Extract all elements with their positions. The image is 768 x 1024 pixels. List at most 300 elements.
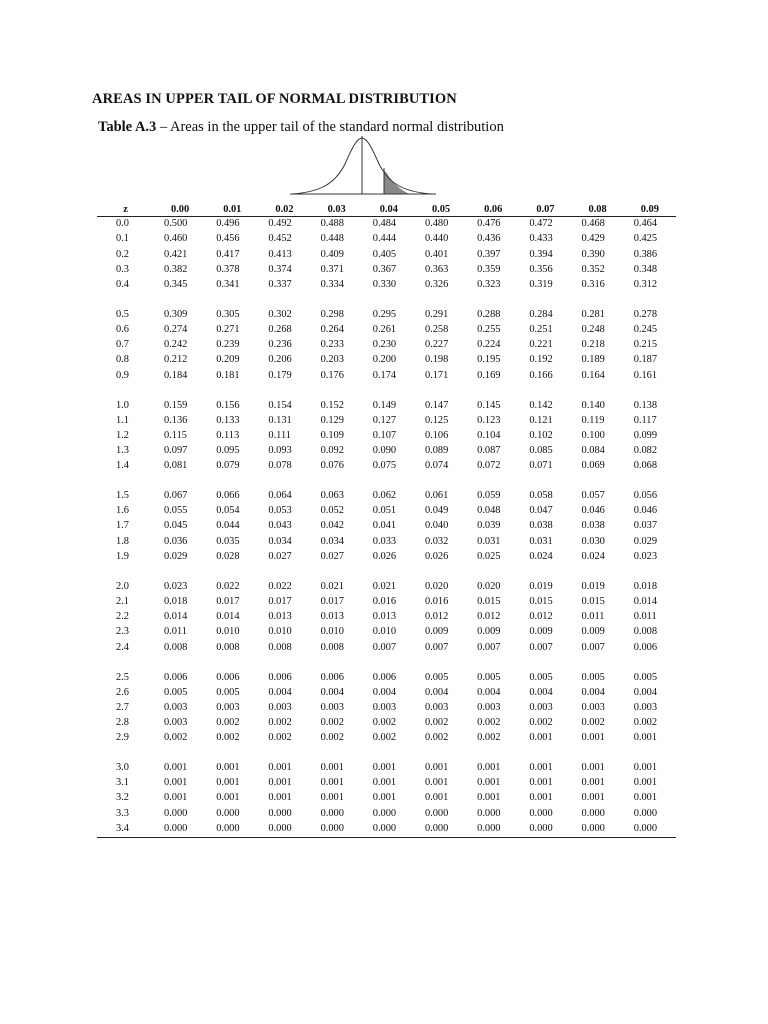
area-value-cell: 0.002 (320, 716, 344, 728)
group-spacer-row (97, 565, 676, 580)
area-value-cell: 0.002 (216, 716, 240, 728)
area-value-cell: 0.017 (320, 595, 344, 607)
area-value-cell: 0.045 (164, 520, 188, 532)
z-value-cell: 3.0 (116, 762, 129, 774)
group-spacer-row (97, 293, 676, 308)
table-body (97, 217, 676, 838)
z-value-cell: 2.7 (116, 701, 129, 713)
area-value-cell: 0.002 (424, 732, 449, 744)
area-value-cell: 0.298 (320, 308, 344, 320)
area-value-cell: 0.004 (268, 686, 292, 698)
area-value-cell: 0.268 (268, 324, 292, 336)
z-value-cell: 1.1 (116, 414, 129, 426)
area-value-cell: 0.052 (320, 505, 344, 517)
area-value-cell: 0.145 (477, 399, 501, 411)
area-value-cell: 0.164 (581, 369, 605, 381)
area-value-cell: 0.149 (372, 399, 397, 411)
area-value-cell: 0.089 (424, 445, 449, 457)
area-value-cell: 0.000 (216, 807, 240, 819)
area-value-cell: 0.007 (529, 641, 553, 653)
group-spacer-cell (97, 565, 676, 580)
z-value-cell: 0.0 (116, 218, 129, 230)
table-row (97, 247, 676, 262)
area-value-cell: 0.001 (268, 777, 292, 789)
z-value-cell: 2.1 (116, 595, 129, 607)
area-value-cell: 0.255 (477, 324, 501, 336)
column-header: 0.03 (327, 204, 346, 215)
area-value-cell: 0.001 (164, 777, 188, 789)
area-value-cell: 0.278 (633, 308, 658, 320)
area-value-cell: 0.330 (372, 278, 397, 290)
area-value-cell: 0.000 (633, 807, 658, 819)
area-value-cell: 0.085 (529, 445, 553, 457)
area-value-cell: 0.001 (581, 762, 605, 774)
z-value-cell: 0.4 (116, 278, 129, 290)
normal-curve-illustration (290, 134, 440, 198)
area-value-cell: 0.500 (164, 218, 188, 230)
area-value-cell: 0.440 (424, 233, 449, 245)
area-value-cell: 0.425 (633, 233, 658, 245)
column-header: 0.02 (275, 204, 294, 215)
area-value-cell: 0.309 (164, 308, 188, 320)
area-value-cell: 0.006 (216, 671, 240, 683)
area-value-cell: 0.001 (477, 762, 501, 774)
area-value-cell: 0.069 (581, 460, 605, 472)
area-value-cell: 0.129 (320, 414, 344, 426)
area-value-cell: 0.087 (477, 445, 501, 457)
area-value-cell: 0.001 (581, 777, 605, 789)
table-row (97, 278, 676, 293)
area-value-cell: 0.002 (529, 716, 553, 728)
table-row (97, 232, 676, 247)
area-value-cell: 0.064 (268, 490, 292, 502)
area-value-cell: 0.251 (529, 324, 553, 336)
area-value-cell: 0.023 (633, 550, 658, 562)
table-row (97, 504, 676, 519)
area-value-cell: 0.031 (477, 535, 501, 547)
area-value-cell: 0.010 (268, 626, 292, 638)
table-row (97, 459, 676, 474)
area-value-cell: 0.000 (268, 807, 292, 819)
z-value-cell: 1.9 (116, 550, 129, 562)
z-value-cell: 0.5 (116, 308, 129, 320)
area-value-cell: 0.007 (372, 641, 397, 653)
area-value-cell: 0.024 (529, 550, 553, 562)
area-value-cell: 0.008 (633, 626, 658, 638)
area-value-cell: 0.011 (164, 626, 187, 638)
table-row (97, 640, 676, 655)
table-row (97, 519, 676, 534)
area-value-cell: 0.001 (477, 792, 501, 804)
area-value-cell: 0.005 (529, 671, 553, 683)
area-value-cell: 0.245 (633, 324, 658, 336)
area-value-cell: 0.104 (477, 429, 501, 441)
area-value-cell: 0.123 (477, 414, 501, 426)
area-value-cell: 0.488 (320, 218, 344, 230)
area-value-cell: 0.000 (424, 807, 449, 819)
area-value-cell: 0.029 (164, 550, 188, 562)
area-value-cell: 0.002 (477, 716, 501, 728)
area-value-cell: 0.013 (320, 611, 344, 623)
area-value-cell: 0.002 (477, 732, 501, 744)
area-value-cell: 0.371 (320, 263, 344, 275)
area-value-cell: 0.001 (581, 732, 605, 744)
table-row (97, 489, 676, 504)
area-value-cell: 0.049 (424, 505, 449, 517)
area-value-cell: 0.198 (424, 354, 449, 366)
area-value-cell: 0.012 (477, 611, 501, 623)
area-value-cell: 0.000 (320, 807, 344, 819)
z-value-cell: 2.0 (116, 580, 129, 592)
area-value-cell: 0.003 (372, 701, 397, 713)
area-value-cell: 0.444 (372, 233, 397, 245)
area-value-cell: 0.192 (529, 354, 553, 366)
area-value-cell: 0.106 (424, 429, 449, 441)
area-value-cell: 0.025 (477, 550, 501, 562)
normal-distribution-table (97, 204, 676, 838)
area-value-cell: 0.004 (372, 686, 397, 698)
area-value-cell: 0.015 (477, 595, 501, 607)
area-value-cell: 0.359 (477, 263, 501, 275)
area-value-cell: 0.034 (268, 535, 292, 547)
area-value-cell: 0.169 (477, 369, 501, 381)
area-value-cell: 0.067 (164, 490, 188, 502)
z-value-cell: 0.1 (116, 233, 129, 245)
area-value-cell: 0.001 (633, 732, 658, 744)
area-value-cell: 0.005 (164, 686, 188, 698)
table-row (97, 716, 676, 731)
area-value-cell: 0.312 (633, 278, 658, 290)
area-value-cell: 0.001 (529, 792, 553, 804)
area-value-cell: 0.068 (633, 460, 658, 472)
table-row (97, 580, 676, 595)
area-value-cell: 0.004 (477, 686, 501, 698)
area-value-cell: 0.136 (164, 414, 188, 426)
area-value-cell: 0.053 (268, 505, 292, 517)
z-value-cell: 2.2 (116, 611, 129, 623)
area-value-cell: 0.020 (477, 580, 501, 592)
area-value-cell: 0.071 (529, 460, 553, 472)
area-value-cell: 0.230 (372, 339, 397, 351)
area-value-cell: 0.021 (372, 580, 397, 592)
table-row (97, 731, 676, 746)
area-value-cell: 0.004 (529, 686, 553, 698)
area-value-cell: 0.184 (164, 369, 188, 381)
group-spacer-row (97, 656, 676, 671)
table-row (97, 822, 676, 838)
area-value-cell: 0.261 (372, 324, 397, 336)
area-value-cell: 0.009 (581, 626, 605, 638)
area-value-cell: 0.004 (320, 686, 344, 698)
area-value-cell: 0.001 (633, 792, 658, 804)
area-value-cell: 0.092 (320, 445, 344, 457)
area-value-cell: 0.063 (320, 490, 344, 502)
z-value-cell: 1.4 (116, 460, 129, 472)
area-value-cell: 0.002 (372, 716, 397, 728)
area-value-cell: 0.464 (633, 218, 658, 230)
area-value-cell: 0.058 (529, 490, 553, 502)
area-value-cell: 0.472 (529, 218, 553, 230)
area-value-cell: 0.212 (164, 354, 188, 366)
area-value-cell: 0.102 (529, 429, 553, 441)
table-row (97, 550, 676, 565)
area-value-cell: 0.075 (372, 460, 397, 472)
area-value-cell: 0.189 (581, 354, 605, 366)
z-value-cell: 0.6 (116, 324, 129, 336)
area-value-cell: 0.152 (320, 399, 344, 411)
area-value-cell: 0.097 (164, 445, 188, 457)
area-value-cell: 0.000 (529, 822, 553, 834)
area-value-cell: 0.016 (372, 595, 397, 607)
area-value-cell: 0.026 (424, 550, 449, 562)
area-value-cell: 0.001 (320, 762, 344, 774)
area-value-cell: 0.006 (633, 641, 658, 653)
area-value-cell: 0.001 (424, 792, 449, 804)
area-value-cell: 0.394 (529, 248, 553, 260)
area-value-cell: 0.131 (268, 414, 292, 426)
table-row (97, 791, 676, 806)
area-value-cell: 0.009 (424, 626, 449, 638)
area-value-cell: 0.181 (216, 369, 240, 381)
area-value-cell: 0.001 (268, 792, 292, 804)
area-value-cell: 0.026 (372, 550, 397, 562)
z-value-cell: 1.0 (116, 399, 129, 411)
area-value-cell: 0.002 (372, 732, 397, 744)
area-value-cell: 0.233 (320, 339, 344, 351)
table-row (97, 595, 676, 610)
area-value-cell: 0.066 (216, 490, 240, 502)
z-value-cell: 2.5 (116, 671, 129, 683)
area-value-cell: 0.014 (164, 611, 188, 623)
area-value-cell: 0.008 (320, 641, 344, 653)
area-value-cell: 0.027 (320, 550, 344, 562)
z-value-cell: 2.8 (116, 716, 129, 728)
area-value-cell: 0.000 (424, 822, 449, 834)
area-value-cell: 0.005 (216, 686, 240, 698)
area-value-cell: 0.008 (164, 641, 188, 653)
area-value-cell: 0.111 (268, 429, 291, 441)
area-value-cell: 0.378 (216, 263, 240, 275)
area-value-cell: 0.011 (633, 611, 657, 623)
z-value-cell: 2.6 (116, 686, 129, 698)
column-header: 0.00 (171, 204, 190, 215)
area-value-cell: 0.005 (424, 671, 449, 683)
area-value-cell: 0.002 (164, 732, 188, 744)
table-row (97, 413, 676, 428)
table-caption-label: Table A.3 (98, 119, 157, 135)
area-value-cell: 0.034 (320, 535, 344, 547)
group-spacer-cell (97, 656, 676, 671)
area-value-cell: 0.001 (633, 777, 658, 789)
area-value-cell: 0.099 (633, 429, 658, 441)
area-value-cell: 0.002 (424, 716, 449, 728)
z-value-cell: 1.6 (116, 505, 129, 517)
area-value-cell: 0.001 (424, 777, 449, 789)
area-value-cell: 0.024 (581, 550, 605, 562)
area-value-cell: 0.042 (320, 520, 344, 532)
area-value-cell: 0.456 (216, 233, 240, 245)
area-value-cell: 0.206 (268, 354, 292, 366)
area-value-cell: 0.166 (529, 369, 553, 381)
table-row (97, 761, 676, 776)
upper-tail-shaded-area (384, 170, 410, 194)
area-value-cell: 0.337 (268, 278, 292, 290)
z-value-cell: 2.9 (116, 732, 129, 744)
z-value-cell: 3.1 (116, 777, 129, 789)
area-value-cell: 0.003 (216, 701, 240, 713)
column-header: 0.04 (379, 204, 398, 215)
area-value-cell: 0.195 (477, 354, 501, 366)
area-value-cell: 0.001 (477, 777, 501, 789)
area-value-cell: 0.001 (216, 762, 240, 774)
area-value-cell: 0.001 (529, 732, 553, 744)
area-value-cell: 0.006 (320, 671, 344, 683)
area-value-cell: 0.000 (529, 807, 553, 819)
group-spacer-row (97, 474, 676, 489)
area-value-cell: 0.036 (164, 535, 188, 547)
area-value-cell: 0.044 (216, 520, 240, 532)
area-value-cell: 0.452 (268, 233, 292, 245)
area-value-cell: 0.005 (477, 671, 501, 683)
area-value-cell: 0.203 (320, 354, 344, 366)
area-value-cell: 0.007 (424, 641, 449, 653)
area-value-cell: 0.014 (633, 595, 658, 607)
area-value-cell: 0.000 (164, 807, 188, 819)
area-value-cell: 0.028 (216, 550, 240, 562)
area-value-cell: 0.051 (372, 505, 397, 517)
area-value-cell: 0.007 (477, 641, 501, 653)
area-value-cell: 0.001 (633, 762, 658, 774)
area-value-cell: 0.015 (529, 595, 553, 607)
area-value-cell: 0.035 (216, 535, 240, 547)
area-value-cell: 0.000 (372, 807, 397, 819)
area-value-cell: 0.334 (320, 278, 344, 290)
area-value-cell: 0.001 (164, 762, 188, 774)
area-value-cell: 0.363 (424, 263, 449, 275)
area-value-cell: 0.496 (216, 218, 240, 230)
area-value-cell: 0.107 (372, 429, 397, 441)
area-value-cell: 0.020 (424, 580, 449, 592)
area-value-cell: 0.010 (320, 626, 344, 638)
area-value-cell: 0.003 (477, 701, 501, 713)
area-value-cell: 0.367 (372, 263, 397, 275)
area-value-cell: 0.281 (581, 308, 605, 320)
area-value-cell: 0.061 (424, 490, 449, 502)
area-value-cell: 0.113 (216, 429, 240, 441)
area-value-cell: 0.019 (581, 580, 605, 592)
area-value-cell: 0.076 (320, 460, 344, 472)
area-value-cell: 0.295 (372, 308, 397, 320)
area-value-cell: 0.003 (424, 701, 449, 713)
area-value-cell: 0.326 (424, 278, 449, 290)
area-value-cell: 0.018 (164, 595, 188, 607)
table-row (97, 263, 676, 278)
area-value-cell: 0.037 (633, 520, 658, 532)
area-value-cell: 0.039 (477, 520, 501, 532)
area-value-cell: 0.348 (633, 263, 658, 275)
area-value-cell: 0.000 (320, 822, 344, 834)
area-value-cell: 0.059 (477, 490, 501, 502)
area-value-cell: 0.390 (581, 248, 605, 260)
area-value-cell: 0.010 (216, 626, 240, 638)
area-value-cell: 0.476 (477, 218, 501, 230)
table-row (97, 217, 676, 233)
area-value-cell: 0.033 (372, 535, 397, 547)
area-value-cell: 0.413 (268, 248, 292, 260)
area-value-cell: 0.004 (581, 686, 605, 698)
table-caption-text: – Areas in the upper tail of the standard normal distribution (156, 119, 504, 135)
area-value-cell: 0.484 (372, 218, 397, 230)
area-value-cell: 0.397 (477, 248, 501, 260)
area-value-cell: 0.043 (268, 520, 292, 532)
area-value-cell: 0.480 (424, 218, 449, 230)
area-value-cell: 0.221 (529, 339, 553, 351)
area-value-cell: 0.001 (320, 792, 344, 804)
z-value-cell: 1.7 (116, 520, 129, 532)
area-value-cell: 0.433 (529, 233, 553, 245)
table-row (97, 323, 676, 338)
area-value-cell: 0.460 (164, 233, 188, 245)
table-row (97, 368, 676, 383)
area-value-cell: 0.159 (164, 399, 188, 411)
area-value-cell: 0.004 (424, 686, 449, 698)
z-value-cell: 0.3 (116, 263, 129, 275)
table-row (97, 338, 676, 353)
table-row (97, 806, 676, 821)
area-value-cell: 0.236 (268, 339, 292, 351)
area-value-cell: 0.000 (372, 822, 397, 834)
group-spacer-cell (97, 746, 676, 761)
z-value-cell: 0.8 (116, 354, 129, 366)
z-value-cell: 0.2 (116, 248, 129, 260)
area-value-cell: 0.000 (633, 822, 658, 834)
area-value-cell: 0.147 (424, 399, 449, 411)
table-row (97, 671, 676, 686)
area-value-cell: 0.010 (372, 626, 397, 638)
area-value-cell: 0.417 (216, 248, 240, 260)
area-value-cell: 0.127 (372, 414, 397, 426)
area-value-cell: 0.090 (372, 445, 397, 457)
area-value-cell: 0.006 (268, 671, 292, 683)
area-value-cell: 0.007 (581, 641, 605, 653)
z-column-header: z (123, 204, 128, 215)
area-value-cell: 0.271 (216, 324, 240, 336)
area-value-cell: 0.000 (581, 807, 605, 819)
table-row (97, 308, 676, 323)
area-value-cell: 0.078 (268, 460, 292, 472)
area-value-cell: 0.001 (529, 777, 553, 789)
area-value-cell: 0.046 (581, 505, 605, 517)
area-value-cell: 0.062 (372, 490, 397, 502)
table-row (97, 625, 676, 640)
area-value-cell: 0.016 (424, 595, 449, 607)
area-value-cell: 0.305 (216, 308, 240, 320)
area-value-cell: 0.302 (268, 308, 292, 320)
area-value-cell: 0.013 (268, 611, 292, 623)
table-row (97, 534, 676, 549)
area-value-cell: 0.382 (164, 263, 188, 275)
area-value-cell: 0.002 (216, 732, 240, 744)
area-value-cell: 0.316 (581, 278, 605, 290)
group-spacer-cell (97, 293, 676, 308)
area-value-cell: 0.405 (372, 248, 397, 260)
table-row (97, 429, 676, 444)
area-value-cell: 0.095 (216, 445, 240, 457)
area-value-cell: 0.040 (424, 520, 449, 532)
area-value-cell: 0.258 (424, 324, 449, 336)
z-value-cell: 1.5 (116, 490, 129, 502)
area-value-cell: 0.030 (581, 535, 605, 547)
